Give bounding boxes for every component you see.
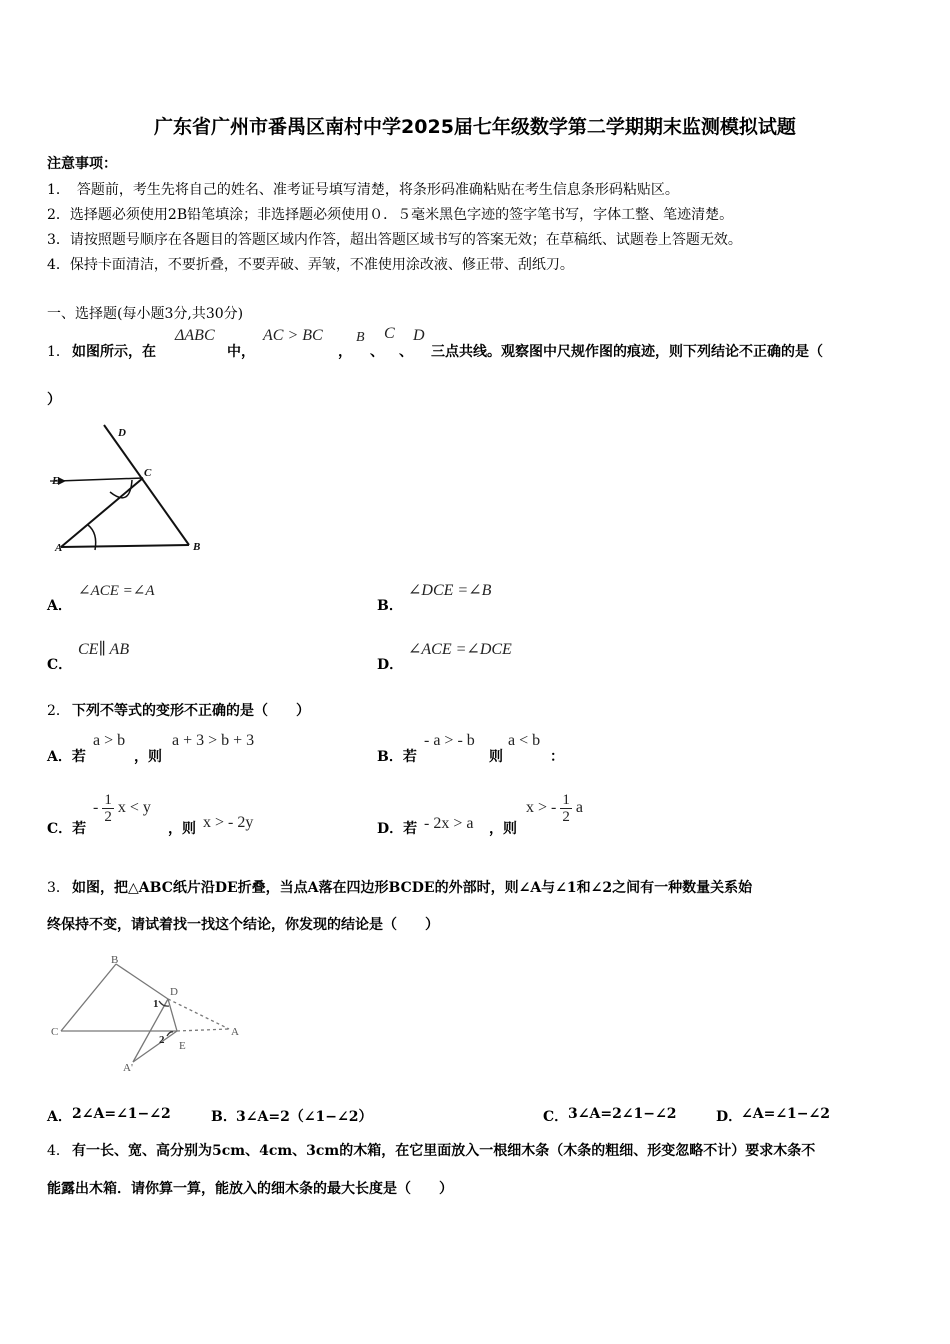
label-e: E	[52, 475, 60, 487]
q2-option-a-text: ，则	[134, 749, 162, 765]
q1-option-text: ∠DCE =∠B	[408, 582, 492, 599]
notice-item: 2．选择题必须使用2B铅笔填涂；非选择题必须使用０．５毫米黑色字迹的签字笔书写，字体工整、笔迹清楚。	[47, 207, 734, 223]
fraction	[102, 792, 114, 825]
label-a: A	[231, 1026, 239, 1038]
q1-option-text: ∠ACE =∠DCE	[408, 641, 512, 658]
q2-option-a-math: a + 3 > b + 3	[172, 732, 255, 749]
q2-option-c-math: x > - 2y	[203, 814, 254, 831]
q2-option-d-text: ，则	[489, 821, 517, 837]
q2-option-c-label: C．若	[47, 821, 87, 837]
q2-option-d-label: D．若	[377, 821, 418, 837]
q2-option-b-label: B．若	[377, 749, 417, 765]
notice-heading: 注意事项：	[47, 156, 117, 172]
q4-number: 4．	[47, 1143, 70, 1159]
label-d: D	[118, 427, 126, 439]
q1-number: 1．	[47, 344, 70, 360]
q3-option-label: A．	[47, 1109, 72, 1125]
label-c: C	[51, 1026, 59, 1038]
q2-option-c-math	[93, 792, 151, 825]
q1-math-inequality: AC > BC	[263, 327, 323, 344]
q4-text: 有一长、宽、高分别为5cm、4cm、3cm的木箱，在它里面放入一根细木条（木条的粗细、形变忽略不计）要求木条不	[72, 1143, 816, 1159]
q2-option-b-math: - a > - b	[424, 732, 475, 749]
line-ab	[61, 545, 189, 547]
line-ea-prime	[133, 1031, 177, 1062]
q2-option-d-math	[526, 792, 583, 825]
notice-item: 4．保持卡面清洁，不要折叠，不要弄破、弄皱，不准使用涂改液、修正带、刮纸刀。	[47, 257, 574, 273]
q1-math-d: D	[413, 327, 425, 344]
q2-option-d-math: - 2x > a	[424, 815, 474, 832]
q3-option-label: B．	[211, 1109, 237, 1125]
q1-text: 三点共线。观察图中尺规作图的痕迹，则下列结论不正确的是（	[431, 344, 823, 360]
q2-option-a-math: a > b	[93, 732, 126, 749]
q2-option-a-label: A．若	[47, 749, 86, 765]
q1-figure	[48, 420, 218, 560]
label-b: B	[111, 954, 119, 966]
q1-option-text: CE∥ AB	[78, 641, 130, 658]
label-d: D	[170, 986, 178, 998]
label-a: A	[55, 542, 63, 554]
q1-text: ，	[338, 344, 352, 360]
denominator: 2	[104, 809, 112, 825]
q1-option-text: ∠ACE =∠A	[78, 583, 155, 599]
q1-text: ）	[47, 392, 61, 408]
q3-option-text: 3∠A=2（∠1−∠2）	[236, 1109, 373, 1125]
q3-option-label: C．	[543, 1109, 569, 1125]
section-heading: 一、选择题(每小题3分,共30分)	[47, 306, 244, 322]
label-e: E	[179, 1040, 186, 1052]
q1-option-label: B．	[377, 598, 403, 614]
line-bd	[116, 964, 168, 999]
dashed-ea	[177, 1029, 229, 1031]
q4-text: 能露出木箱．请你算一算，能放入的细木条的最大长度是（ ）	[47, 1181, 453, 1197]
q1-text: 如图所示，在	[72, 344, 156, 360]
q1-option-label: C．	[47, 657, 73, 673]
q3-number: 3．	[47, 880, 70, 896]
q2-option-b-text: 则	[489, 749, 503, 765]
q3-option-text: 2∠A=∠1−∠2	[72, 1106, 171, 1122]
q1-text: 、	[370, 344, 384, 360]
line-de	[168, 999, 177, 1031]
q1-math-triangle: ΔABC	[175, 327, 215, 344]
q3-option-text: ∠A=∠1−∠2	[741, 1106, 830, 1122]
angle-1-arc	[159, 1001, 169, 1006]
q1-text: 、	[399, 344, 413, 360]
inequality-prefix: x > -	[526, 799, 557, 817]
q2-option-c-text: ，则	[168, 821, 196, 837]
label-a-prime: A'	[123, 1062, 133, 1074]
label-angle-1: 1	[153, 998, 159, 1010]
line-cb	[61, 964, 116, 1031]
q3-option-text: 3∠A=2∠1−∠2	[568, 1106, 677, 1122]
variable: a	[575, 799, 583, 817]
q2-option-b-text: ：	[550, 749, 564, 765]
q1-math-c: C	[384, 325, 395, 342]
q3-option-label: D．	[716, 1109, 743, 1125]
q3-figure	[46, 950, 246, 1080]
line-ec	[58, 478, 143, 481]
q1-option-label: A．	[47, 598, 72, 614]
notice-item: 1． 答题前，考生先将自己的姓名、准考证号填写清楚，将条形码准确粘贴在考生信息条形码粘贴区。	[47, 182, 679, 198]
denominator: 2	[562, 809, 570, 825]
inequality: x < y	[117, 799, 151, 817]
q3-text: 如图，把△ABC纸片沿DE折叠，当点A落在四边形BCDE的外部时，则∠A与∠1和∠2之间有一种数量关系始	[72, 880, 753, 896]
notice-item: 3．请按照题号顺序在各题目的答题区域内作答，超出答题区域书写的答案无效；在草稿纸、试题卷上答题无效。	[47, 232, 742, 248]
minus-sign: -	[93, 799, 99, 817]
label-c: C	[144, 467, 152, 479]
q1-option-label: D．	[377, 657, 404, 673]
dashed-da	[168, 999, 229, 1029]
label-b: B	[193, 541, 201, 553]
q1-text: 中，	[227, 344, 255, 360]
label-angle-2: 2	[159, 1034, 165, 1046]
numerator: 1	[562, 792, 570, 808]
q2-option-b-math: a < b	[508, 732, 541, 749]
q3-text: 终保持不变，请试着找一找这个结论，你发现的结论是（ ）	[47, 917, 439, 933]
fraction	[560, 792, 572, 825]
numerator: 1	[104, 792, 112, 808]
q2-stem: 下列不等式的变形不正确的是（ ）	[72, 703, 310, 719]
q2-number: 2．	[47, 703, 70, 719]
q1-math-b: B	[356, 330, 365, 345]
line-bd	[104, 425, 189, 545]
page-title: 广东省广州市番禺区南村中学2025届七年级数学第二学期期末监测模拟试题	[154, 116, 796, 138]
